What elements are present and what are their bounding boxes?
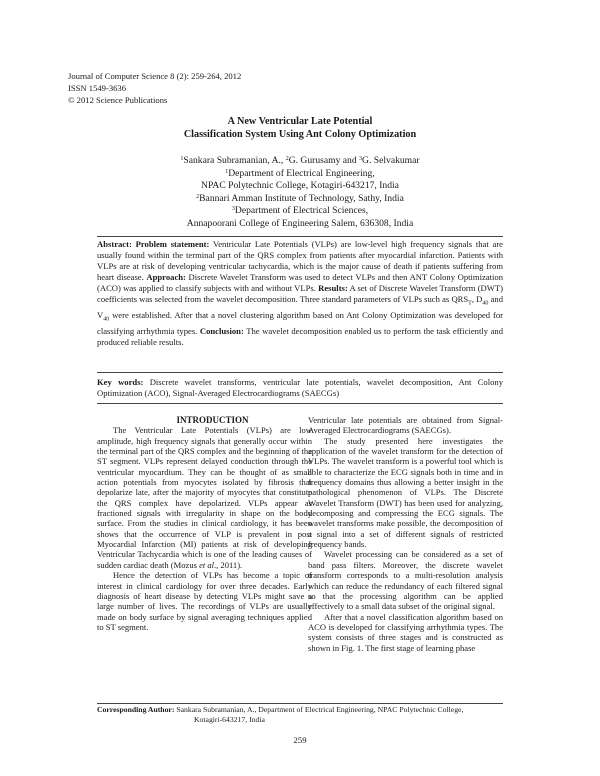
intro-paragraph-4: The study presented here investigates the application of the wavelet transform for the detection of VLPs. The wavelet transform is a powerful tool which is able to characterize the ECG signals both in time and in frequency domains thus allowing a better insight in the pathological phenomenon of VLPs. The Discrete Wavelet Transform (DWT) has been used for analyzing, decomposing and compressing the ECG signals. The wavelet transforms make possible, the decomposition of a signal into a set of different signals of restricted frequency bands. (308, 435, 503, 550)
right-column (308, 415, 503, 653)
intro-paragraph-2: Hence the detection of VLPs has become a topic of interest in clinical cardiology for over three decades. Early diagnosis of heart disease by detecting VLPs might save a large number of lives. The recordings of VLPs are usually made on body surface by signal averaging techniques applied to ST segment. (97, 570, 312, 632)
left-column (97, 415, 312, 632)
intro-paragraph-5: Wavelet processing can be considered as a set of band pass filters. Moreover, the discrete wavelet transform corresponds to a multi-resolution analysis which can reduce the redundancy of each filtered signal so that the processing algorithm can be applied effectively to a small data subset of the original signal. (308, 549, 503, 612)
affiliation-2: $^2$Bannari Amman Institute of Technology, Sathy, India (196, 192, 404, 204)
affiliation-1: $^1$Department of Electrical Engineering, (225, 167, 375, 179)
section-heading-introduction: INTRODUCTION (176, 415, 249, 425)
journal-copyright: © 2012 Science Publications (68, 95, 168, 105)
intro-paragraph-1: The Ventricular Late Potentials (VLPs) are low amplitude, high frequency signals that generally occur within the terminal part of the QRS complex and the beginning of the ST segment. VLPs represent delayed conduction through the ventricular myocardium. They can be thought of as small action potentials from myocytes isolated by fibrosis that depolarize late, after the majority of myocytes that constitute the QRS complex have depolarized. VLPs appear as fractioned signals with irregularity in shape on the body surface. From the studies in clinical cardiology, it has been shows that the occurrence of VLP is prevalent in post Myocardial Infarction (MI) patients at risk of developing Ventricular Tachycardia which is one of the leading causes of sudden cardiac death (Mozus et al., 2011). (97, 425, 312, 570)
abstract: Abstract: Problem statement: Ventricular Late Potentials (VLPs) are low-level high frequency signals that are usually found within the terminal part of the QRS complex from patients after myocardial infarction. Patients with VLPs are at risk of developing ventricular tachycardia, which is the major cause of death if patients suffering from heart disease. Approach: Discrete Wavelet Transform was used to detect VLPs and then ANT Colony Optimization (ACO) was applied to classify subjects with and without VLPs. Results: A set of Discrete Wavelet Transform (DWT) coefficients was selected from the wavelet decomposition. Three standard parameters of VLPs such as $QRS_T$, $D_{40}$ and $V_{40}$ were established. After that a novel clustering algorithm based on Ant Colony Optimization was developed for classifying arrhythmia types. Conclusion: The wavelet decomposition enabled us to perform the task efficiently and produced reliable results. (97, 239, 504, 347)
keywords-top-rule (97, 372, 503, 373)
page-number: 259 (293, 735, 307, 745)
keywords: Key words: Discrete wavelet transforms, ventricular late potentials, wavelet decomposition, Ant Colony Optimization (ACO), Signal-Averaged Electrocardiograms (SAECGs) (97, 377, 504, 398)
footnote-rule (97, 703, 503, 704)
intro-paragraph-3: Ventricular late potentials are obtained from Signal-Averaged Electrocardiograms (SAECGs). (308, 415, 503, 436)
affiliation-3: $^3$Department of Electrical Sciences, (231, 205, 369, 217)
abstract-top-rule (97, 236, 503, 237)
paper-title: A New Ventricular Late Potential Classification System Using Ant Colony Optimization (183, 116, 417, 140)
author-names: $^1$Sankara Subramanian, A., $^2$G. Gurusamy and $^3$G. Selvakumar (180, 155, 420, 166)
intro-paragraph-6: After that a novel classification algorithm based on ACO is developed for classifying arrhythmia types. The system consists of three stages and is constructed as shown in Fig. 1. The first stage of learning phase (308, 611, 503, 653)
corresponding-author: Corresponding Author: Sankara Subramanian, A., Department of Electrical Engineering, NPAC Polytechnic College, Kotagiri-643217, India (97, 705, 464, 724)
journal-issn: ISSN 1549-3636 (68, 83, 127, 93)
author-block: $^1$Sankara Subramanian, A., $^2$G. Gurusamy and $^3$G. Selvakumar $^1$Department of Electrical Engineering, NPAC Polytechnic College, Kotagiri-643217, India $^2$Bannari Amman Institute of Technology, Sathy, India $^3$Department of Electrical Sciences, Annapoorani College of Engineering Salem, 636308, India (90, 155, 510, 231)
journal-info (68, 70, 241, 106)
journal-citation: Journal of Computer Science 8 (2): 259-264, 2012 (68, 71, 242, 81)
keywords-bottom-rule (97, 403, 503, 404)
